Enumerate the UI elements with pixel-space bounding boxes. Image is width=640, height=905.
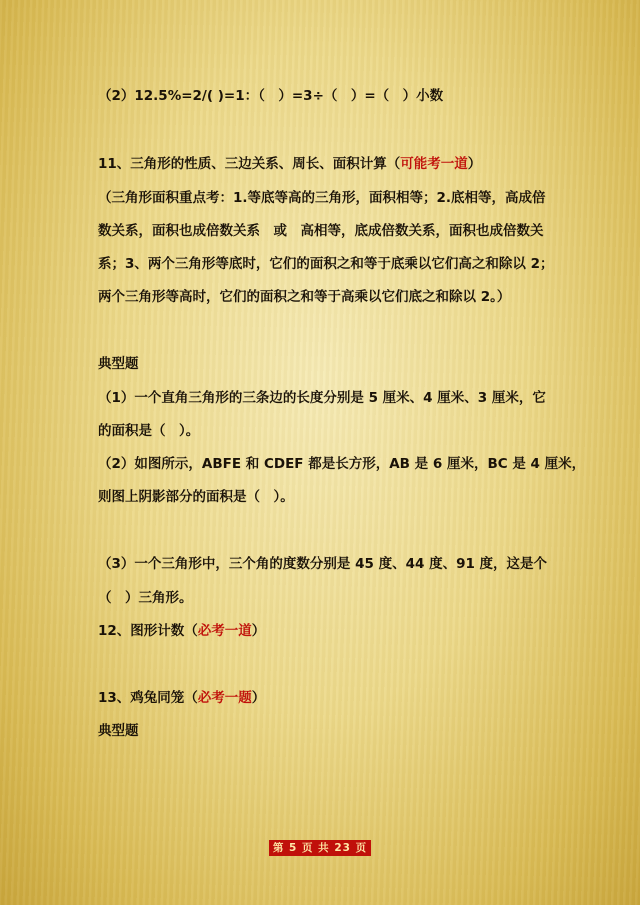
problem-1-text-2: 的面积是（ ）。 <box>98 423 200 439</box>
section-13-heading <box>98 688 558 708</box>
area-note-text-2: 数关系，面积也成倍数关系 或 高相等，底成倍数关系，面积也成倍数关 <box>98 223 544 239</box>
problem-3-line-1 <box>98 554 558 574</box>
area-note-line-1 <box>98 188 558 208</box>
section-12-heading <box>98 621 558 641</box>
problem-2-text-2: 则图上阴影部分的面积是（ ）。 <box>98 489 294 505</box>
section-11-title: 11、三角形的性质、三边关系、周长、面积计算（ <box>98 156 401 172</box>
typical-problems-label-2: 典型题 <box>98 723 139 739</box>
section-12-exam-note: 必考一道 <box>197 623 252 639</box>
problem-3-line-2 <box>98 588 558 608</box>
area-note-text-3: 系；3、两个三角形等底时，它们的面积之和等于底乘以它们高之和除以 2； <box>98 256 554 272</box>
section-13-exam-note: 必考一题 <box>197 690 252 706</box>
area-note-line-3 <box>98 254 558 274</box>
problem-1-text-1: （1）一个直角三角形的三条边的长度分别是 5 厘米、4 厘米、3 厘米，它 <box>98 390 546 406</box>
section-11-close: ） <box>467 156 482 172</box>
area-note-text-4: 两个三角形等高时，它们的面积之和等于高乘以它们底之和除以 2。） <box>98 289 511 305</box>
problem-3-text-1: （3）一个三角形中，三个角的度数分别是 45 度、44 度、91 度，这是个 <box>98 556 548 572</box>
problem-2-line-2 <box>98 487 558 507</box>
problem-2-line-1 <box>98 454 586 474</box>
section-12-close: ） <box>251 623 266 639</box>
section-13-close: ） <box>251 690 266 706</box>
area-note-line-2 <box>98 221 558 241</box>
problem-1-line-2 <box>98 421 558 441</box>
typical-problems-label: 典型题 <box>98 356 139 372</box>
question-ratio-fill <box>98 86 558 106</box>
area-note-text-1: （三角形面积重点考：1.等底等高的三角形，面积相等；2.底相等，高成倍 <box>98 190 546 206</box>
section-12-title: 12、图形计数（ <box>98 623 198 639</box>
section-13-title: 13、鸡兔同笼（ <box>98 690 198 706</box>
section-11-exam-note: 可能考一道 <box>400 156 468 172</box>
question-ratio-text: （2）12.5%=2/( )=1：（ ）=3÷（ ）=（ ）小数 <box>98 88 444 104</box>
page-footer <box>0 836 640 856</box>
typical-problems-heading <box>98 354 558 374</box>
problem-1-line-1 <box>98 388 558 408</box>
typical-problems-heading-2 <box>98 721 558 741</box>
page-number-badge: 第 5 页 共 23 页 <box>269 840 371 856</box>
problem-2-text-1: （2）如图所示，ABFE 和 CDEF 都是长方形，AB 是 6 厘米，BC 是 4 厘米， <box>98 456 586 472</box>
problem-3-text-2: （ ）三角形。 <box>98 590 193 606</box>
section-11-heading <box>98 154 558 174</box>
area-note-line-4 <box>98 287 558 307</box>
